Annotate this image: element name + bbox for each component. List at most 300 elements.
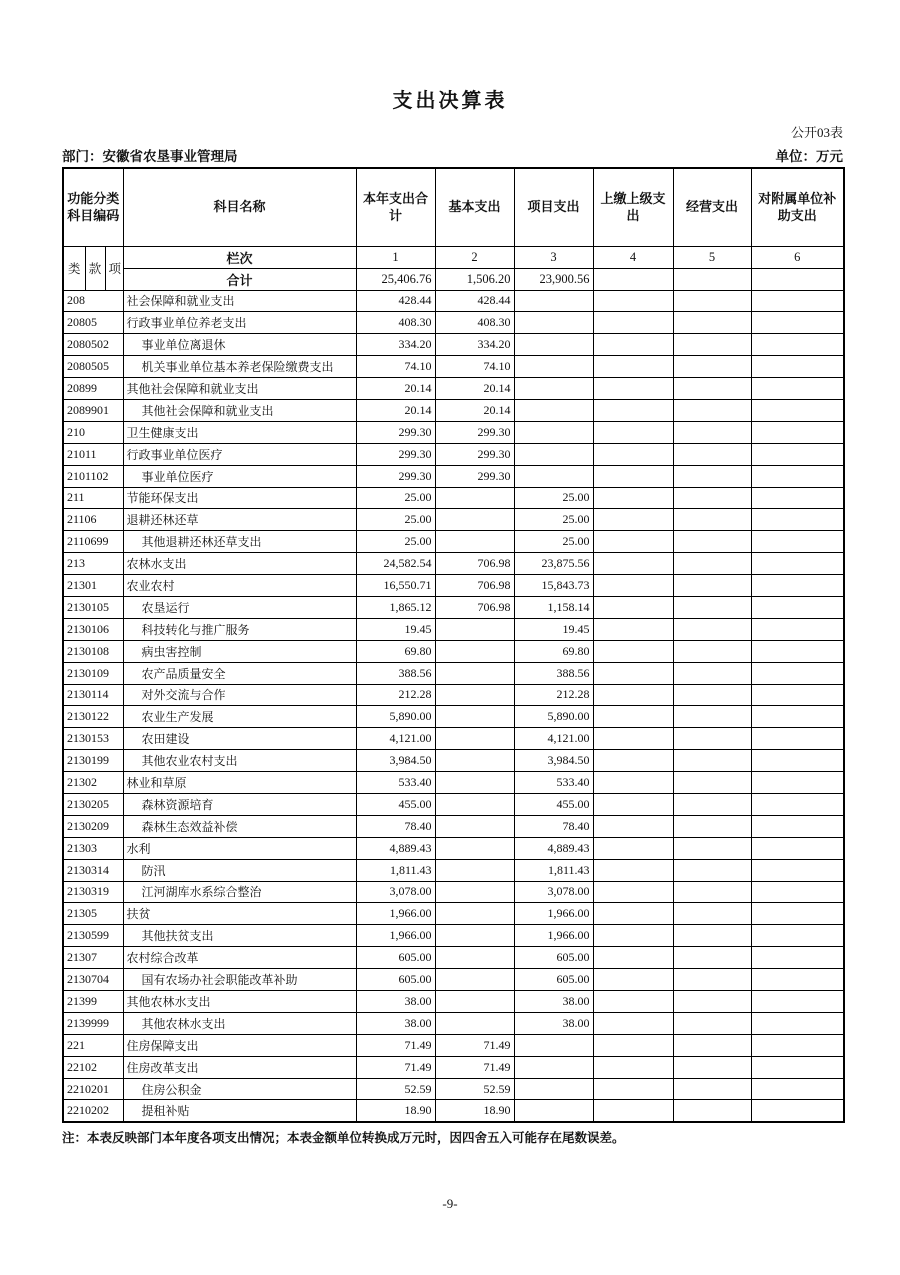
col-number-2: 2 <box>435 246 514 268</box>
row-value <box>673 881 751 903</box>
row-value <box>514 421 593 443</box>
row-value: 38.00 <box>514 1012 593 1034</box>
row-value <box>435 662 514 684</box>
footnote: 注：本表反映部门本年度各项支出情况；本表金额单位转换成万元时，因四舍五入可能存在尾数误差。 <box>62 1130 625 1145</box>
row-value: 706.98 <box>435 596 514 618</box>
row-value <box>751 356 844 378</box>
row-code: 21305 <box>63 903 123 925</box>
row-value: 212.28 <box>356 684 435 706</box>
row-value: 605.00 <box>514 969 593 991</box>
row-value: 71.49 <box>435 1034 514 1056</box>
row-value <box>673 1056 751 1078</box>
row-name: 事业单位离退休 <box>123 334 356 356</box>
row-name: 行政事业单位养老支出 <box>123 312 356 334</box>
row-value <box>673 509 751 531</box>
row-value: 299.30 <box>356 421 435 443</box>
row-name: 社会保障和就业支出 <box>123 290 356 312</box>
row-value <box>673 793 751 815</box>
table-row <box>63 509 844 531</box>
row-code: 21301 <box>63 575 123 597</box>
row-value: 23,875.56 <box>514 553 593 575</box>
row-value <box>593 662 673 684</box>
row-code: 21106 <box>63 509 123 531</box>
row-value <box>673 1034 751 1056</box>
table-row <box>63 728 844 750</box>
table-row <box>63 465 844 487</box>
row-value <box>673 991 751 1013</box>
row-value <box>435 859 514 881</box>
row-value <box>751 1078 844 1100</box>
col-header-upward: 上缴上级支出 <box>593 168 673 246</box>
table-row <box>63 1100 844 1122</box>
row-value <box>593 465 673 487</box>
unit-label: 单位：万元 <box>775 149 843 164</box>
table-row <box>63 334 844 356</box>
row-value <box>751 859 844 881</box>
row-value <box>751 925 844 947</box>
row-code: 2130109 <box>63 662 123 684</box>
row-code: 211 <box>63 487 123 509</box>
table-row <box>63 684 844 706</box>
row-code: 208 <box>63 290 123 312</box>
row-value <box>514 1056 593 1078</box>
row-code: 2101102 <box>63 465 123 487</box>
code-sub-lei: 类 <box>63 246 85 290</box>
row-code: 21399 <box>63 991 123 1013</box>
row-value <box>593 1034 673 1056</box>
row-value <box>514 443 593 465</box>
col-number-1: 1 <box>356 246 435 268</box>
table-row <box>63 290 844 312</box>
row-value <box>593 1078 673 1100</box>
row-value: 3,984.50 <box>356 750 435 772</box>
row-value <box>593 859 673 881</box>
row-value <box>514 399 593 421</box>
row-value <box>593 575 673 597</box>
row-value <box>514 1034 593 1056</box>
code-header-line1: 功能分类 <box>67 190 120 206</box>
code-header-cell <box>63 168 123 246</box>
row-value <box>751 290 844 312</box>
row-value <box>593 290 673 312</box>
row-value <box>435 684 514 706</box>
row-code: 2139999 <box>63 1012 123 1034</box>
row-value <box>673 1078 751 1100</box>
row-value: 428.44 <box>356 290 435 312</box>
row-value <box>435 815 514 837</box>
row-value: 334.20 <box>356 334 435 356</box>
row-value: 1,966.00 <box>356 903 435 925</box>
row-value <box>593 728 673 750</box>
row-value <box>514 1100 593 1122</box>
row-code: 2130114 <box>63 684 123 706</box>
row-label-lanci: 栏次 <box>123 246 356 268</box>
row-value <box>751 553 844 575</box>
row-value: 19.45 <box>356 618 435 640</box>
row-value: 533.40 <box>514 772 593 794</box>
row-value <box>751 706 844 728</box>
row-name: 其他社会保障和就业支出 <box>123 399 356 421</box>
row-value <box>593 356 673 378</box>
row-name: 农林水支出 <box>123 553 356 575</box>
row-value: 408.30 <box>356 312 435 334</box>
row-value <box>673 640 751 662</box>
row-value <box>593 772 673 794</box>
row-code: 2130704 <box>63 969 123 991</box>
row-value <box>593 750 673 772</box>
row-name: 农产品质量安全 <box>123 662 356 684</box>
row-value: 299.30 <box>356 465 435 487</box>
row-value: 706.98 <box>435 553 514 575</box>
table-row <box>63 1012 844 1034</box>
row-name: 住房公积金 <box>123 1078 356 1100</box>
row-value <box>751 881 844 903</box>
name-header-cell: 科目名称 <box>123 168 356 246</box>
row-code: 2130105 <box>63 596 123 618</box>
row-value <box>593 991 673 1013</box>
table-body <box>63 290 844 1122</box>
row-value <box>593 969 673 991</box>
total-value-4 <box>593 268 673 290</box>
row-value <box>435 706 514 728</box>
table-row <box>63 575 844 597</box>
row-value: 212.28 <box>514 684 593 706</box>
row-code: 210 <box>63 421 123 443</box>
row-value: 24,582.54 <box>356 553 435 575</box>
code-sub-xiang: 项 <box>105 246 123 290</box>
table-row <box>63 312 844 334</box>
row-value <box>593 509 673 531</box>
row-name: 林业和草原 <box>123 772 356 794</box>
row-value: 334.20 <box>435 334 514 356</box>
row-name: 农村综合改革 <box>123 947 356 969</box>
row-name: 事业单位医疗 <box>123 465 356 487</box>
row-value: 3,078.00 <box>514 881 593 903</box>
row-value: 299.30 <box>435 421 514 443</box>
row-value: 388.56 <box>514 662 593 684</box>
table-row <box>63 903 844 925</box>
row-value <box>593 815 673 837</box>
col-number-6: 6 <box>751 246 844 268</box>
row-value: 25.00 <box>356 509 435 531</box>
code-header-line2: 科目编码 <box>67 208 120 224</box>
row-value <box>514 312 593 334</box>
row-name: 水利 <box>123 837 356 859</box>
row-value: 1,865.12 <box>356 596 435 618</box>
row-value <box>593 1056 673 1078</box>
row-code: 2130108 <box>63 640 123 662</box>
total-value-1: 25,406.76 <box>356 268 435 290</box>
row-name: 退耕还林还草 <box>123 509 356 531</box>
row-value <box>593 793 673 815</box>
row-value <box>751 991 844 1013</box>
row-value: 20.14 <box>356 399 435 421</box>
row-name: 农业生产发展 <box>123 706 356 728</box>
row-code: 22102 <box>63 1056 123 1078</box>
row-value: 25.00 <box>514 531 593 553</box>
table-row <box>63 1034 844 1056</box>
row-value <box>593 684 673 706</box>
col-header-basic: 基本支出 <box>435 168 514 246</box>
row-value <box>435 1012 514 1034</box>
row-value: 706.98 <box>435 575 514 597</box>
row-code: 2130205 <box>63 793 123 815</box>
col-header-project: 项目支出 <box>514 168 593 246</box>
row-value: 18.90 <box>435 1100 514 1122</box>
row-value <box>751 772 844 794</box>
row-value: 71.49 <box>356 1056 435 1078</box>
row-value <box>673 378 751 400</box>
row-value <box>751 487 844 509</box>
row-value <box>751 684 844 706</box>
total-label: 合计 <box>123 268 356 290</box>
row-value <box>593 334 673 356</box>
row-code: 2110699 <box>63 531 123 553</box>
row-code: 2130153 <box>63 728 123 750</box>
table-row <box>63 596 844 618</box>
row-value <box>514 1078 593 1100</box>
row-value <box>673 684 751 706</box>
row-value: 16,550.71 <box>356 575 435 597</box>
row-value <box>593 553 673 575</box>
col-number-5: 5 <box>673 246 751 268</box>
row-value <box>673 706 751 728</box>
row-value <box>514 290 593 312</box>
row-value: 3,984.50 <box>514 750 593 772</box>
row-value <box>751 531 844 553</box>
table-row <box>63 815 844 837</box>
row-value <box>593 881 673 903</box>
row-value: 388.56 <box>356 662 435 684</box>
row-value <box>673 903 751 925</box>
row-code: 21302 <box>63 772 123 794</box>
row-value: 4,889.43 <box>514 837 593 859</box>
row-value: 74.10 <box>435 356 514 378</box>
row-value: 52.59 <box>435 1078 514 1100</box>
row-value <box>435 509 514 531</box>
row-value <box>751 509 844 531</box>
row-value <box>751 1056 844 1078</box>
row-value: 605.00 <box>356 969 435 991</box>
header-row-columns <box>63 246 844 268</box>
row-value <box>435 881 514 903</box>
row-value <box>435 772 514 794</box>
row-value: 605.00 <box>514 947 593 969</box>
row-value <box>435 750 514 772</box>
expenditure-table <box>62 167 845 1123</box>
row-name: 国有农场办社会职能改革补助 <box>123 969 356 991</box>
row-value: 4,121.00 <box>514 728 593 750</box>
row-value <box>593 1100 673 1122</box>
row-value: 20.14 <box>435 399 514 421</box>
row-value <box>751 596 844 618</box>
row-value: 428.44 <box>435 290 514 312</box>
row-value <box>673 553 751 575</box>
row-code: 213 <box>63 553 123 575</box>
row-value <box>435 618 514 640</box>
row-value: 1,811.43 <box>514 859 593 881</box>
row-name: 扶贫 <box>123 903 356 925</box>
row-value: 71.49 <box>435 1056 514 1078</box>
row-name: 其他农林水支出 <box>123 991 356 1013</box>
row-value <box>435 969 514 991</box>
row-value <box>673 443 751 465</box>
table-row <box>63 356 844 378</box>
row-value <box>673 969 751 991</box>
code-sub-kuan: 款 <box>85 246 105 290</box>
row-value <box>514 334 593 356</box>
row-name: 机关事业单位基本养老保险缴费支出 <box>123 356 356 378</box>
row-name: 其他农业农村支出 <box>123 750 356 772</box>
row-name: 其他退耕还林还草支出 <box>123 531 356 553</box>
row-name: 对外交流与合作 <box>123 684 356 706</box>
table-header <box>63 168 844 290</box>
row-value <box>593 421 673 443</box>
row-value: 1,158.14 <box>514 596 593 618</box>
row-value <box>593 312 673 334</box>
row-code: 2130106 <box>63 618 123 640</box>
department-label: 部门：安徽省农垦事业管理局 <box>62 149 238 164</box>
row-value: 69.80 <box>514 640 593 662</box>
row-value: 25.00 <box>514 487 593 509</box>
row-value <box>593 378 673 400</box>
table-row <box>63 925 844 947</box>
row-value <box>673 662 751 684</box>
table-row <box>63 837 844 859</box>
row-name: 农垦运行 <box>123 596 356 618</box>
row-value <box>751 1034 844 1056</box>
row-value <box>514 356 593 378</box>
row-value <box>751 421 844 443</box>
row-value <box>593 837 673 859</box>
row-value <box>673 815 751 837</box>
row-value <box>751 793 844 815</box>
row-value <box>751 728 844 750</box>
row-value <box>673 487 751 509</box>
col-header-subsidy: 对附属单位补助支出 <box>751 168 844 246</box>
row-value: 3,078.00 <box>356 881 435 903</box>
row-value <box>751 903 844 925</box>
row-value <box>673 399 751 421</box>
row-value: 533.40 <box>356 772 435 794</box>
row-value <box>514 378 593 400</box>
table-row <box>63 859 844 881</box>
row-value <box>593 531 673 553</box>
row-value <box>751 618 844 640</box>
row-code: 2080502 <box>63 334 123 356</box>
row-value <box>751 947 844 969</box>
row-value: 78.40 <box>356 815 435 837</box>
row-value <box>435 531 514 553</box>
row-value <box>593 487 673 509</box>
row-name: 卫生健康支出 <box>123 421 356 443</box>
row-value: 78.40 <box>514 815 593 837</box>
row-name: 住房改革支出 <box>123 1056 356 1078</box>
row-value <box>593 443 673 465</box>
table-row <box>63 640 844 662</box>
row-value: 25.00 <box>514 509 593 531</box>
table-code-label: 公开03表 <box>790 125 843 140</box>
row-value <box>593 640 673 662</box>
row-code: 2130319 <box>63 881 123 903</box>
row-code: 2130122 <box>63 706 123 728</box>
meta-line <box>62 145 843 165</box>
page-number: -9- <box>442 1196 458 1211</box>
row-value <box>751 575 844 597</box>
row-value <box>673 925 751 947</box>
table-row <box>63 1078 844 1100</box>
row-value <box>593 903 673 925</box>
row-value <box>673 772 751 794</box>
row-value: 15,843.73 <box>514 575 593 597</box>
row-code: 21307 <box>63 947 123 969</box>
row-value <box>593 706 673 728</box>
row-value: 52.59 <box>356 1078 435 1100</box>
row-value <box>751 1100 844 1122</box>
row-name: 其他农林水支出 <box>123 1012 356 1034</box>
row-name: 住房保障支出 <box>123 1034 356 1056</box>
total-value-5 <box>673 268 751 290</box>
row-value: 38.00 <box>356 991 435 1013</box>
header-row-total <box>63 268 844 290</box>
row-value <box>673 334 751 356</box>
row-value <box>751 378 844 400</box>
row-value <box>751 662 844 684</box>
table-row <box>63 991 844 1013</box>
row-value <box>673 356 751 378</box>
row-value <box>673 596 751 618</box>
row-code: 2130599 <box>63 925 123 947</box>
row-code: 2080505 <box>63 356 123 378</box>
row-value <box>673 575 751 597</box>
row-value: 1,966.00 <box>514 925 593 947</box>
row-name: 行政事业单位医疗 <box>123 443 356 465</box>
row-value <box>435 640 514 662</box>
row-value <box>435 991 514 1013</box>
table-row <box>63 443 844 465</box>
row-value: 20.14 <box>435 378 514 400</box>
total-value-3: 23,900.56 <box>514 268 593 290</box>
row-name: 农田建设 <box>123 728 356 750</box>
row-value: 1,966.00 <box>514 903 593 925</box>
row-value <box>673 750 751 772</box>
row-value <box>673 947 751 969</box>
table-row <box>63 772 844 794</box>
row-name: 农业农村 <box>123 575 356 597</box>
row-value: 18.90 <box>356 1100 435 1122</box>
row-value <box>751 837 844 859</box>
row-code: 221 <box>63 1034 123 1056</box>
row-code: 2089901 <box>63 399 123 421</box>
row-code: 2130209 <box>63 815 123 837</box>
table-row <box>63 750 844 772</box>
row-value <box>673 728 751 750</box>
total-value-2: 1,506.20 <box>435 268 514 290</box>
row-value <box>435 947 514 969</box>
row-value: 1,811.43 <box>356 859 435 881</box>
row-value <box>673 290 751 312</box>
row-value <box>673 618 751 640</box>
row-value: 605.00 <box>356 947 435 969</box>
row-value <box>435 837 514 859</box>
col-number-3: 3 <box>514 246 593 268</box>
row-code: 20805 <box>63 312 123 334</box>
row-value <box>673 859 751 881</box>
row-value <box>673 1012 751 1034</box>
table-row <box>63 881 844 903</box>
table-row <box>63 1056 844 1078</box>
row-value <box>593 947 673 969</box>
